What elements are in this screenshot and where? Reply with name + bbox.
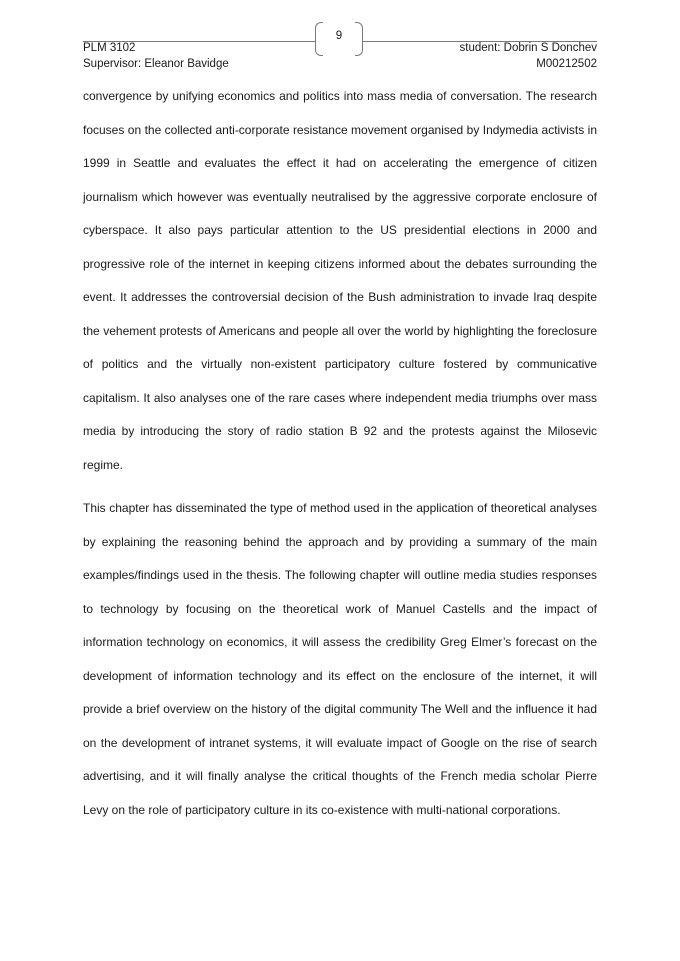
paragraph: convergence by unifying economics and politics into mass media of conversation. The research focuses on the collected anti-corporate resistance movement organised by Indymedia activists in 1999 in Seattle and evaluates the effect it had on accelerating the emergence of citizen journalism which however was eventually neutralised by the aggressive corporate enclosure of cyberspace. It also pays particular attention to the US presidential elections in 2000 and progressive role of the internet in keeping citizens informed about the debates surrounding the event. It addresses the controversial decision of the Bush administration to invade Iraq despite the vehement protests of Americans and people all over the world by highlighting the foreclosure of politics and the virtually non-existent participatory culture fostered by communicative capitalism. It also analyses one of the rare cases where independent media triumphs over mass media by introducing the story of radio station B 92 and the protests against the Milosevic regime. bbox=[83, 89, 597, 472]
page-header bbox=[83, 0, 597, 80]
page-number-box bbox=[315, 22, 363, 56]
paragraph: This chapter has disseminated the type of method used in the application of theoretical analyses by explaining the reasoning behind the approach and by providing a summary of the main examples/findings used in the thesis. The following chapter will outline media studies responses to technology by focusing on the theoretical work of Manuel Castells and the impact of information technology on economics, it will assess the credibility Greg Elmer’s forecast on the development of information technology and its effect on the enclosure of the internet, it will provide a brief overview on the history of the digital community The Well and the influence it had on the development of intranet systems, it will evaluate impact of Google on the rise of search advertising, and it will finally analyse the critical thoughts of the French media scholar Pierre Levy on the role of participatory culture in its co-existence with multi-national corporations. bbox=[83, 501, 597, 817]
student-id: M00212502 bbox=[536, 58, 597, 70]
body-text bbox=[83, 80, 597, 827]
supervisor-name: Supervisor: Eleanor Bavidge bbox=[83, 58, 229, 70]
student-name: student: Dobrin S Donchev bbox=[459, 42, 597, 54]
course-code: PLM 3102 bbox=[83, 42, 136, 54]
page-number: 9 bbox=[335, 30, 343, 42]
